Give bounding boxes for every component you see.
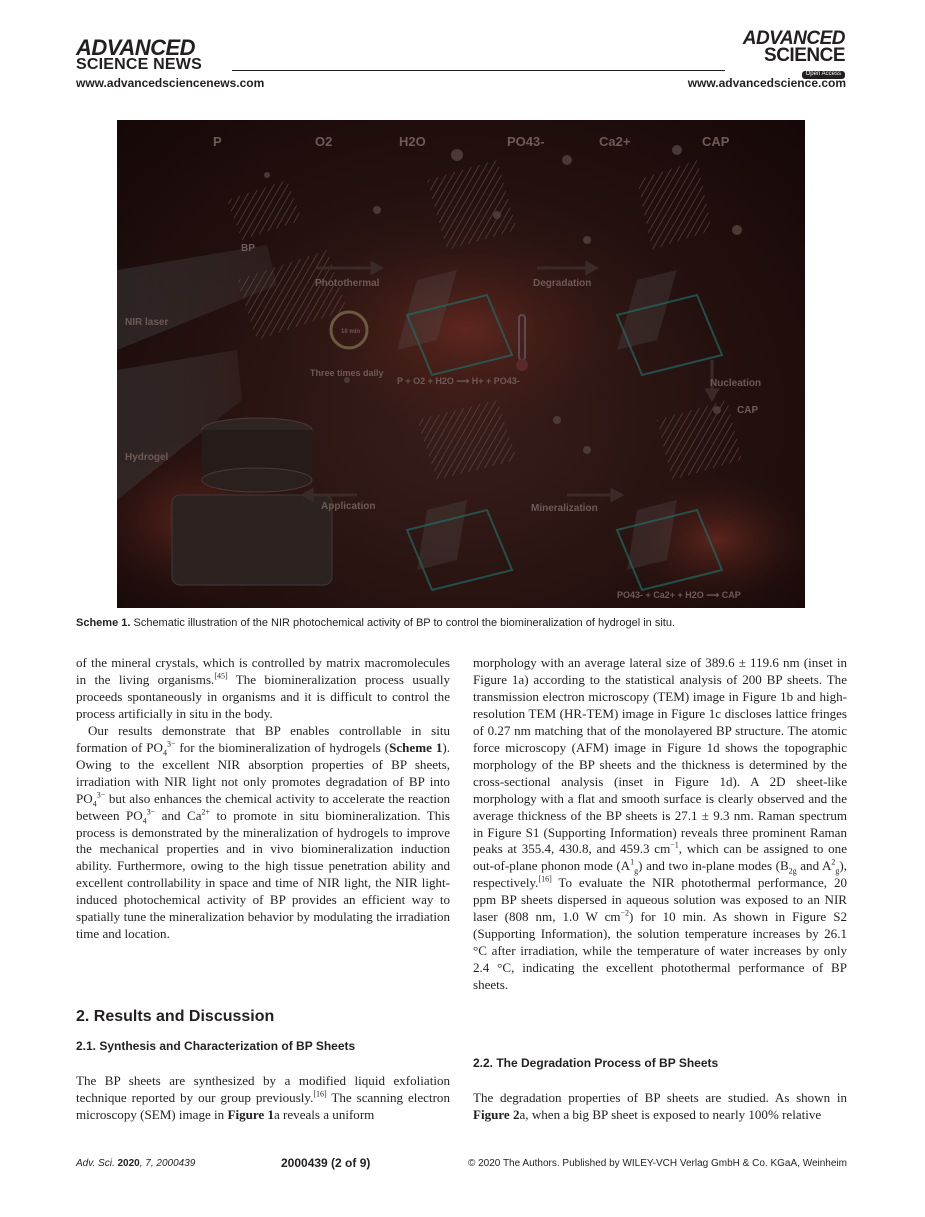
footer-citation: Adv. Sci. 2020, 7, 2000439 [76, 1158, 196, 1169]
logo-line-advanced: ADVANCED [76, 35, 196, 60]
header-rule [232, 70, 725, 71]
legend-ca: Ca2+ [599, 134, 631, 149]
label-application: Application [321, 501, 376, 512]
figure-link[interactable]: Figure 1 [227, 1106, 274, 1122]
right-column [473, 655, 847, 994]
paragraph: The degradation properties of BP sheets are studied. As shown in Figure 2a, when a big BP sheet is exposed to nearly 100% relative [473, 1090, 847, 1122]
label-three-times-daily: Three times daily [310, 368, 384, 378]
label-hydrogel: Hydrogel [125, 452, 169, 463]
paragraph: The BP sheets are synthesized by a modified liquid exfoliation technique reported by our group previously.[16] The scanning electron microscopy (SEM) image in Figure 1a reveals a uniform [76, 1073, 450, 1122]
label-degradation: Degradation [533, 278, 592, 289]
paragraph: of the mineral crystals, which is controlled by matrix macromolecules in the living organisms.[45] The biomineralization process usually proceeds spontaneously in organisms and it is difficult to control the process artificially in situ in the body. [76, 655, 451, 721]
footer-page-label: 2000439 (2 of 9) [281, 1156, 371, 1170]
subsection-title: 2.1. Synthesis and Characterization of BP Sheets [76, 1039, 356, 1053]
left-column-bottom [76, 1073, 450, 1124]
legend-p: P [213, 134, 222, 149]
subsection-title: 2.2. The Degradation Process of BP Sheets [473, 1056, 719, 1070]
reference-link[interactable]: [16] [313, 1089, 327, 1099]
journal-logo-right [743, 30, 845, 79]
label-photothermal: Photothermal [315, 278, 380, 289]
footer-copyright: © 2020 The Authors. Published by WILEY-VCH Verlag GmbH & Co. KGaA, Weinheim [467, 1158, 847, 1169]
label-mineralization: Mineralization [531, 503, 598, 514]
legend-h2o: H2O [399, 134, 426, 149]
label-reaction2: PO43- + Ca2+ + H2O ⟶ CAP [617, 590, 741, 600]
label-nucleation: Nucleation [710, 378, 762, 389]
paragraph: Our results demonstrate that BP enables controllable in situ formation of $PO_4^{3-}$ for the biomineralization of hydrogels (Scheme 1). Owing to the excellent NIR absorption properties of BP sheets, irradiation with NIR light not only promotes degradation of BP into $PO_4^{3-}$ but also enhances the chemical activity to accelerate the reaction between $PO_4^{3-}$ and $Ca^{2+}$ to promote in situ biomineralization. This process is demonstrated by the mineralization of hydrogels to improve the mechanical properties and in vivo biomineralization induction ability. Furthermore, owing to the high tissue penetration ability and excellent controllability in space and time of NIR light, the NIR light-induced photochemical activity of BP provides an efficient way to spatially tune the mineralization behavior by modulating the irradiation time and location. [76, 722, 450, 942]
scheme-figure [117, 120, 805, 608]
label-nir-laser: NIR laser [125, 317, 169, 328]
label-cap: CAP [737, 405, 759, 416]
logo-line-science-news: SCIENCE NEWS [76, 55, 202, 73]
open-access-badge: Open Access [802, 71, 845, 78]
paragraph: morphology with an average lateral size of 389.6 ± 119.6 nm (inset in Figure 1a) according to the statistical analysis of 200 BP sheets. The transmission electron microscopy (TEM) image in Figure 1b and high-resolution TEM (HR-TEM) image in Figure 1c discloses lattice fringes of 0.27 nm matching that of the monolayered BP structure. The atomic force microscopy (AFM) image in Figure 1d shows the topographic morphology of the BP sheets and the thickness is determined by the cross-sectional analysis (inset in Figure 1d). A 2D sheet-like morphology with a flat and smooth surface is clearly observed and the average thickness of the BP sheets is 27.1 ± 9.3 nm. Raman spectrum in Figure S1 (Supporting Information) reveals three prominent Raman peaks at 355.4, 430.8, and 459.3 $cm^{-1}$, which can be assigned to one out-of-plane phonon mode $(A^1_g)$ and two in-plane modes ($B_{2g}$ and $A^2_g$), respectively.[16] To evaluate the NIR photothermal performance, 20 ppm BP sheets dispersed in aqueous solution was exposed to an NIR laser (808 nm, 1.0 W $cm^{-2}$) for 10 min. As shown in Figure S2 (Supporting Information), the solution temperature increases by 26.1 °C after irradiation, while the temperature of water increases by only 2.4 °C, indicating the excellent photothermal performance of BP sheets. [473, 655, 847, 993]
logo-line-science: SCIENCE [764, 45, 845, 67]
section-title: 2. Results and Discussion [76, 1008, 275, 1025]
header-url-right[interactable]: www.advancedscience.com [687, 76, 846, 90]
header-url-left[interactable]: www.advancedsciencenews.com [76, 76, 265, 90]
legend-po4: PO43- [507, 134, 545, 149]
reference-link[interactable]: [16] [538, 875, 552, 885]
label-timer: 10 min [341, 329, 361, 335]
thermometer-bulb-icon [516, 359, 528, 371]
caption-text: Schematic illustration of the NIR photochemical activity of BP to control the biomineralization of hydrogel in situ. [133, 617, 675, 629]
label-bp: BP [241, 243, 255, 254]
legend-o2: O2 [315, 134, 333, 149]
logo-line-advanced: ADVANCED [742, 28, 845, 49]
journal-logo-left [76, 35, 216, 73]
right-column-bottom [473, 1090, 847, 1124]
legend-cap: CAP [702, 134, 730, 149]
left-column [76, 655, 450, 943]
label-reaction1: P + O2 + H2O ⟶ H+ + PO43- [397, 376, 520, 386]
figure-caption [76, 617, 856, 629]
reference-link[interactable]: [45] [214, 671, 228, 681]
caption-label: Scheme 1. [76, 617, 131, 629]
scheme-link[interactable]: Scheme 1 [389, 739, 443, 755]
figure-link[interactable]: Figure 2 [473, 1106, 520, 1122]
